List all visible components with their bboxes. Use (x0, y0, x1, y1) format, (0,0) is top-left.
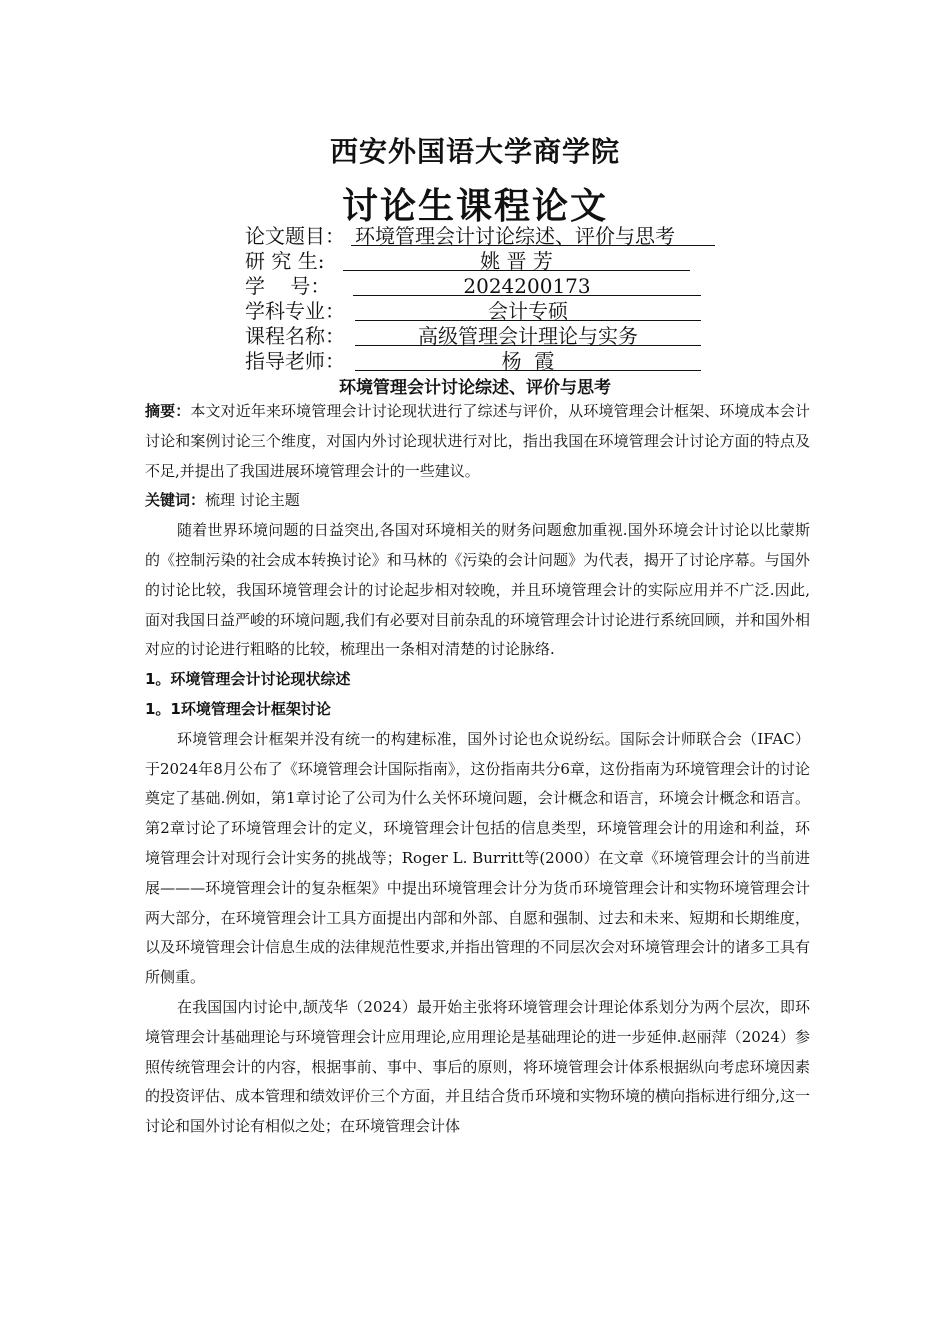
school-name: 西安外国语大学商学院 (329, 135, 620, 168)
paper-body (145, 397, 810, 1142)
intro-paragraph: 随着世界环境问题的日益突出,各国对环境相关的财务问题愈加重视.国外环境会计讨论以比蒙斯的《控制污染的社会成本转换讨论》和马林的《污染的会计问题》为代表，揭开了讨论序幕。与国外的讨论比较，我国环境管理会计的讨论起步相对较晚，并且环境管理会计的实际应用并不广泛.因此,面对我国日益严峻的环境问题,我们有必要对目前杂乱的环境管理会计讨论进行系统回顾，并和国外相对应的讨论进行粗略的比较，梳理出一条相对清楚的讨论脉络. (145, 521, 810, 659)
keywords-text: 梳理 讨论主题 (205, 491, 300, 510)
student-id-row (245, 274, 715, 299)
abstract-paragraph (145, 397, 810, 486)
topic-label: 论文题目： (245, 224, 345, 248)
keywords-label: 关键词： (145, 491, 206, 510)
student-id-label: 学 号： (245, 274, 331, 298)
section-heading-1-1: 1。1环境管理会计框架讨论 (145, 699, 331, 718)
body-paragraph-2: 在我国国内讨论中,颉茂华（2024）最开始主张将环境管理会计理论体系划分为两个层次，即环境管理会计基础理论与环境管理会计应用理论,应用理论是基础理论的进一步延伸.赵丽萍（2024）参照传统管理会计的内容，根据事前、事中、事后的原则，将环境管理会计体系根据纵向考虑环境因素的投资评估、成本管理和绩效评价三个方面，并且结合货币环境和实物环境的横向指标进行细分,这一讨论和国外讨论有相似之处；在环境管理会计体 (145, 997, 810, 1136)
keywords-paragraph (145, 486, 810, 516)
student-value: 姚 晋 芳 (343, 249, 690, 271)
student-row (245, 249, 715, 274)
topic-value: 环境管理会计讨论综述、评价与思考 (351, 224, 715, 246)
document-type-title: 讨论生课程论文 (341, 186, 608, 227)
section-heading-1: 1。环境管理会计讨论现状综述 (145, 670, 351, 689)
course-value: 高级管理会计理论与实务 (355, 324, 701, 346)
cover-info-block (245, 224, 715, 374)
student-label: 研 究 生: (245, 249, 325, 273)
course-label: 课程名称： (245, 324, 345, 348)
topic-row (245, 224, 715, 249)
major-label: 学科专业： (245, 299, 345, 323)
body-paragraph-1: 环境管理会计框架并没有统一的构建标准，国外讨论也众说纷纭。国际会计师联合会（IFAC）于2024年8月公布了《环境管理会计国际指南》，这份指南共分6章，这份指南为环境管理会计的讨论奠定了基础.例如，第1章讨论了公司为什么关怀环境问题，会计概念和语言，环境会计概念和语言。第2章讨论了环境管理会计的定义，环境管理会计包括的信息类型，环境管理会计的用途和利益，环境管理会计对现行会计实务的挑战等；Roger L. Burritt等(2000）在文章《环境管理会计的当前进展———环境管理会计的复杂框架》中提出环境管理会计分为货币环境管理会计和实物环境管理会计两大部分，在环境管理会计工具方面提出内部和外部、自愿和强制、过去和未来、短期和长期维度，以及环境管理会计信息生成的法律规范性要求,并指出管理的不同层次会对环境管理会计的诸多工具有所侧重。 (145, 729, 810, 987)
advisor-label: 指导老师： (245, 349, 345, 373)
paper-title: 环境管理会计讨论综述、评价与思考 (339, 378, 611, 398)
advisor-value: 杨 霞 (355, 349, 701, 371)
abstract-text: 本文对近年来环境管理会计讨论现状进行了综述与评价，从环境管理会计框架、环境成本会计讨论和案例讨论三个维度，对国内外讨论现状进行对比，指出我国在环境管理会计讨论方面的特点及不足,并提出了我国进展环境管理会计的一些建议。 (145, 402, 810, 480)
advisor-row (245, 349, 715, 374)
student-id-value: 2024200173 (353, 274, 701, 296)
abstract-label: 摘要： (145, 402, 191, 420)
major-value: 会计专硕 (355, 299, 701, 321)
course-row (245, 324, 715, 349)
major-row (245, 299, 715, 324)
